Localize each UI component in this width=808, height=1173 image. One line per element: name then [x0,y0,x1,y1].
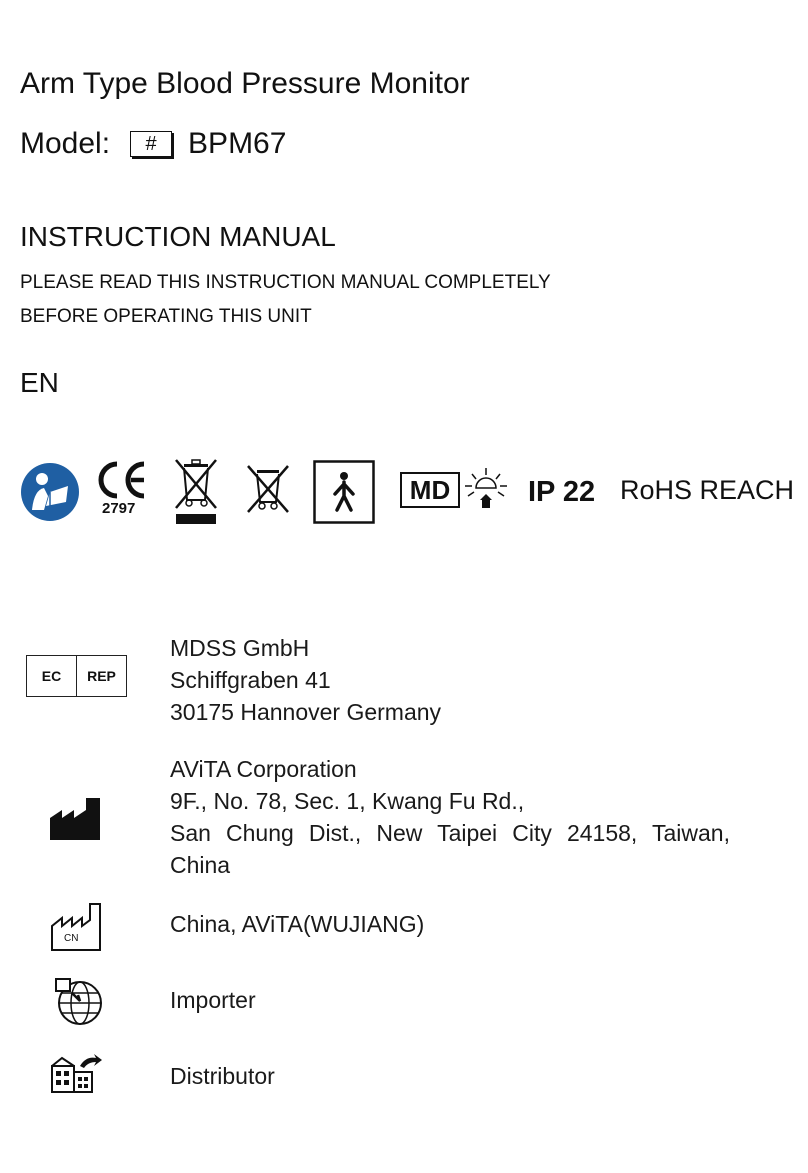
importer-label: Importer [170,987,256,1013]
ec-rep-address [170,632,441,728]
rohs-reach-label: RoHS REACH [620,475,795,505]
ip-rating-label: IP 22 [528,476,596,508]
distributor-label: Distributor [170,1063,275,1089]
manual-instruction-line-2: BEFORE OPERATING THIS UNIT [20,306,312,327]
battery-disposal-icon [244,462,292,514]
country-code-badge: CN [64,933,79,944]
ec-rep-right-label: REP [87,668,116,684]
manufacturer-address-line-2: San Chung Dist., New Taipei City 24158, Taiwan, [170,820,730,846]
manufacturer-name: AViTA Corporation [170,756,357,782]
manual-instruction-line-1: PLEASE READ THIS INSTRUCTION MANUAL COMPLETELY [20,272,551,293]
model-number-symbol: # [130,131,172,157]
ec-rep-street: Schiffgraben 41 [170,667,331,693]
distributor-icon [50,1052,104,1094]
language-code: EN [20,367,59,398]
medical-device-mark: MD [400,472,460,508]
manufacturer-address [170,753,730,881]
ce-notified-body-number: 2797 [102,500,136,517]
ec-rep-left-label: EC [27,656,77,696]
model-label: Model: [20,127,111,160]
read-manual-icon [20,462,80,522]
weee-bin-icon [172,458,220,526]
ce-mark-icon [94,458,150,502]
model-row [20,124,286,164]
ec-rep-city: 30175 Hannover Germany [170,699,442,725]
keep-away-from-sunlight-icon [462,466,510,510]
manual-heading: INSTRUCTION MANUAL [20,221,336,252]
manufacturer-address-line-1: 9F., No. 78, Sec. 1, Kwang Fu Rd., [170,788,525,814]
ec-rep-name: MDSS GmbH [170,635,310,661]
manufacturer-address-line-3: China [170,852,231,878]
ec-rep-symbol [26,655,127,697]
model-value: BPM67 [188,127,287,160]
manufacturer-factory-icon [48,796,102,842]
document-title: Arm Type Blood Pressure Monitor [20,67,470,100]
type-bf-applied-part-icon [313,460,375,524]
country-of-manufacture-text: China, AViTA(WUJIANG) [170,911,425,937]
importer-icon [52,975,104,1027]
